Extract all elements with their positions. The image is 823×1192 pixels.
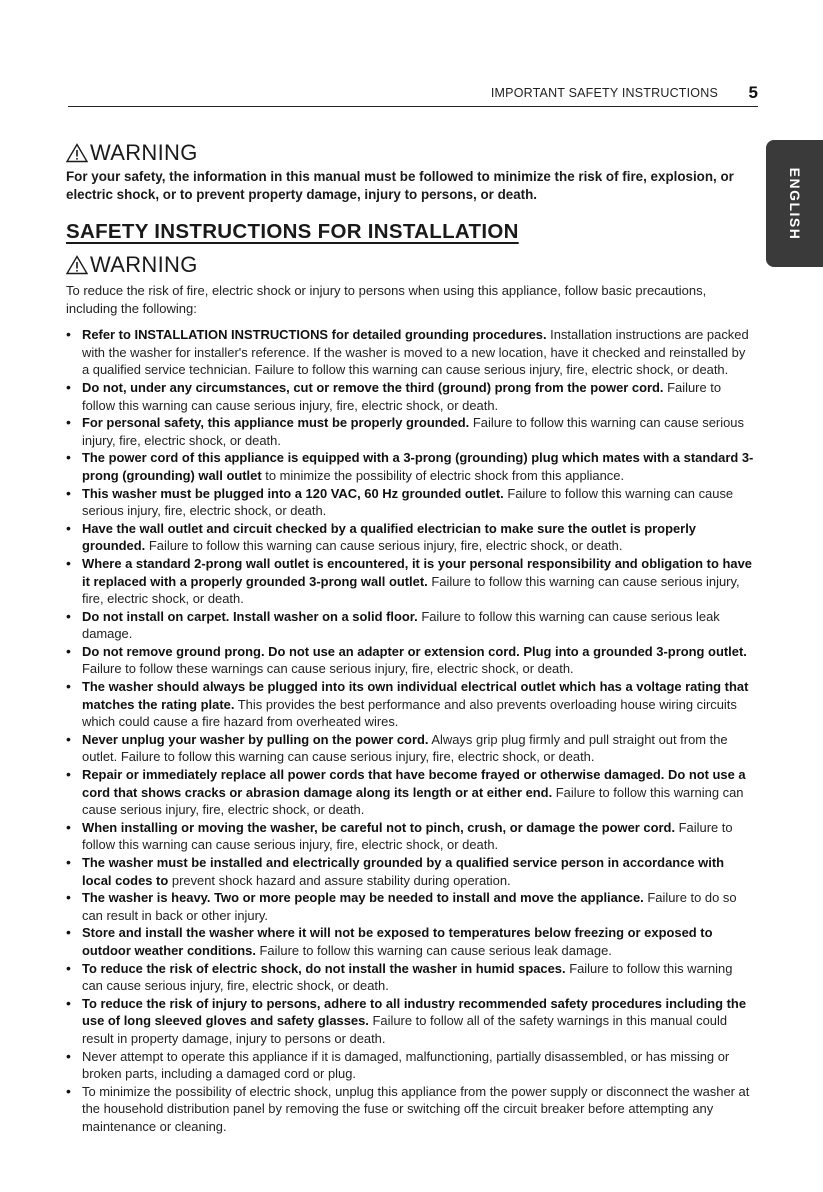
page-number: 5 <box>748 83 758 102</box>
list-item-text: Failure to follow this warning can cause serious injury, fire, electric shock, or death. <box>82 379 722 413</box>
page-header <box>68 83 758 107</box>
list-item <box>66 643 756 678</box>
list-item-text: Failure to follow this warning can cause serious injury, fire, electric shock, or death. <box>82 784 744 818</box>
list-item-text: This provides the best performance and also prevents overloading house wiring circuits which could cause a fire hazard from overheated wires. <box>82 696 737 730</box>
list-item <box>66 766 756 819</box>
list-item-text: Failure to follow these warnings can cause serious injury, fire, electric shock, or death. <box>82 661 574 677</box>
section-lead-text: To reduce the risk of fire, electric shock or injury to persons when using this appliance, follow basic precautions, including the following: <box>66 283 707 316</box>
list-item-bold-text: Have the wall outlet and circuit checked by a qualified electrician to make sure the outlet is properly grounded. <box>82 520 696 554</box>
list-item <box>66 379 756 414</box>
warning-triangle-icon <box>66 255 88 275</box>
warning-heading-section <box>66 252 756 278</box>
list-item-bold-text: The washer is heavy. Two or more people may be needed to install and move the appliance. <box>82 890 644 906</box>
list-item <box>66 924 756 959</box>
list-item <box>66 1083 756 1136</box>
list-item <box>66 995 756 1048</box>
list-item-text: Always grip plug firmly and pull straight out from the outlet. Failure to follow this warning can cause serious injury, fire, electric shock, or death. <box>82 731 728 765</box>
list-item-text: Failure to follow this warning can cause serious injury, fire, electric shock, or death. <box>145 538 623 554</box>
list-item <box>66 555 756 608</box>
warning-triangle-icon <box>66 143 88 163</box>
page-content <box>66 140 756 1136</box>
list-item-bold-text: Where a standard 2-prong wall outlet is encountered, it is your personal responsibility and obligation to have it replaced with a properly grounded 3-prong wall outlet. <box>82 555 752 589</box>
list-item-bold-text: This washer must be plugged into a 120 VAC, 60 Hz grounded outlet. <box>82 485 504 501</box>
list-item-bold-text: To reduce the risk of electric shock, do not install the washer in humid spaces. <box>82 960 566 976</box>
section-title: SAFETY INSTRUCTIONS FOR INSTALLATION <box>66 220 519 243</box>
list-item <box>66 326 756 379</box>
header-title: IMPORTANT SAFETY INSTRUCTIONS <box>490 86 718 100</box>
list-item <box>66 960 756 995</box>
list-item <box>66 520 756 555</box>
list-item-text: To minimize the possibility of electric shock, unplug this appliance from the power supply or disconnect the washer at the household distribution panel by removing the fuse or switching off the circuit breaker before attempting any maintenance or cleaning. <box>82 1083 750 1134</box>
list-item-bold-text: Repair or immediately replace all power cords that have become frayed or otherwise damaged. Do not use a cord that shows cracks or abrasion damage along its length or at either end. <box>82 767 746 800</box>
list-item-text: Installation instructions are packed with the washer for installer's reference. If the washer is moved to a new location, have it checked and reinstalled by a qualified service technician. Failure to follow this warning can cause serious injury, fire, electric shock, or death. <box>82 327 749 378</box>
list-item <box>66 608 756 643</box>
list-item-bold-text: When installing or moving the washer, be careful not to pinch, crush, or damage the power cord. <box>82 819 676 835</box>
list-item-bold-text: Do not remove ground prong. Do not use an adapter or extension cord. Plug into a grounded 3-prong outlet. <box>82 643 747 659</box>
list-item-text: Failure to follow this warning can cause serious injury, fire, electric shock, or death. <box>82 819 733 853</box>
language-tab <box>766 140 823 267</box>
list-item-bold-text: Do not, under any circumstances, cut or remove the third (ground) prong from the power cord. <box>82 379 664 395</box>
list-item-bold-text: To reduce the risk of injury to persons, adhere to all industry recommended safety procedures including the use of long sleeved gloves and safety glasses. <box>82 995 747 1029</box>
list-item <box>66 854 756 889</box>
list-item-text: Failure to follow this warning can cause serious leak damage. <box>82 608 720 642</box>
list-item <box>66 731 756 766</box>
list-item-text: prevent shock hazard and assure stability during operation. <box>168 872 511 888</box>
list-item-text: Never attempt to operate this appliance if it is damaged, malfunctioning, partially disassembled, or has missing or broken parts, including a damaged cord or plug. <box>82 1048 730 1082</box>
list-item-bold-text: The washer must be installed and electrically grounded by a qualified service person in accordance with local codes to <box>82 855 725 888</box>
list-item-bold-text: Do not install on carpet. Install washer on a solid floor. <box>82 608 418 624</box>
list-item-bold-text: The washer should always be plugged into its own individual electrical outlet which has a voltage rating that matches the rating plate. <box>82 679 749 712</box>
safety-list <box>66 326 756 1135</box>
list-item <box>66 819 756 854</box>
list-item <box>66 485 756 520</box>
list-item-text: Failure to follow this warning can cause serious injury, fire, electric shock, or death. <box>82 415 744 448</box>
list-item-text: Failure to follow this warning can cause serious injury, fire, electric shock, or death. <box>82 960 733 994</box>
warning-heading-top <box>66 140 756 166</box>
list-item-text: to minimize the possibility of electric shock from this appliance. <box>261 467 625 483</box>
list-item-text: Failure to follow this warning can cause serious leak damage. <box>255 942 612 958</box>
list-item-bold-text: Store and install the washer where it will not be exposed to temperatures below freezing or exposed to outdoor weather conditions. <box>82 925 713 958</box>
list-item <box>66 414 756 449</box>
list-item <box>66 889 756 924</box>
list-item-bold-text: The power cord of this appliance is equipped with a 3-prong (grounding) plug which mates with a standard 3-prong (grounding) wall outlet <box>82 450 754 483</box>
list-item-bold-text: Never unplug your washer by pulling on the power cord. <box>82 731 429 747</box>
list-item-bold-text: Refer to INSTALLATION INSTRUCTIONS for detailed grounding procedures. <box>82 327 547 343</box>
list-item-text: Failure to follow this warning can cause serious injury, fire, electric shock, or death. <box>82 573 740 607</box>
list-item <box>66 449 756 484</box>
list-item-text: Failure to follow this warning can cause serious injury, fire, electric shock, or death. <box>82 485 734 519</box>
list-item <box>66 1048 756 1083</box>
language-tab-label: ENGLISH <box>786 167 803 240</box>
warning-heading-text: WARNING <box>90 140 198 165</box>
list-item-text: Failure to do so can result in back or other injury. <box>82 890 737 923</box>
list-item-text: Failure to follow all of the safety warnings in this manual could result in property damage, injury to persons or death. <box>82 1013 728 1046</box>
warning-intro-text: For your safety, the information in this manual must be followed to minimize the risk of fire, explosion, or electric shock, or to prevent property damage, injury to persons, or death. <box>66 169 734 202</box>
list-item-bold-text: For personal safety, this appliance must be properly grounded. <box>82 415 470 431</box>
list-item <box>66 678 756 731</box>
warning-heading-text: WARNING <box>90 252 198 277</box>
